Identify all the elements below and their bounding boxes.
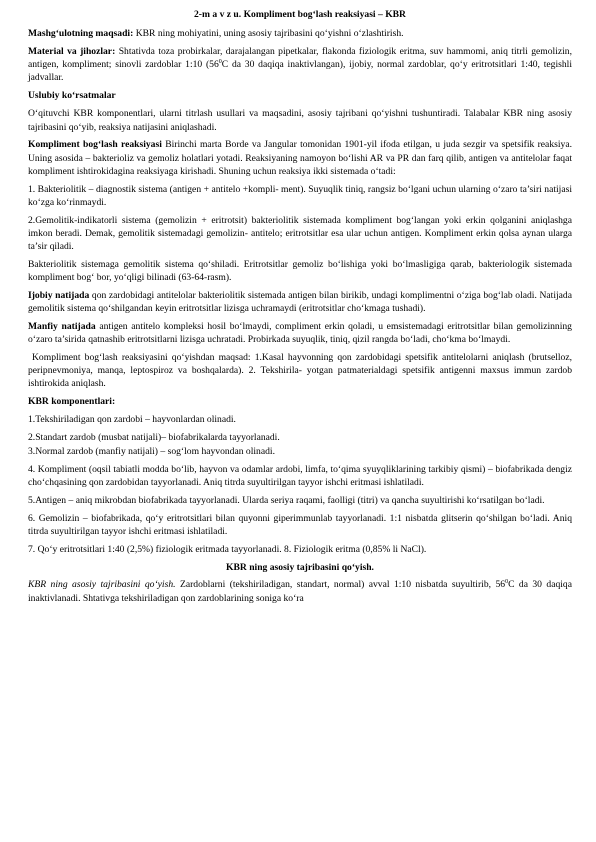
paragraph-material (28, 45, 572, 85)
paragraph-maqsad-2: Kompliment bog‘lash reaksiyasini qo‘yishdan maqsad: 1.Kasal hayvonning qon zardobidagi spetsifik antitelolarni aniqlash (brutselloz, peripnevmoniya, manqa, leptospiroz va boshqalarda). 2. Tekshirila- yotgan patmaterialdagi spetsifik antigenni maxsus immun zardob ishtirokida aniqlash. (28, 351, 572, 390)
title-text: Kompliment bog‘lash reaksiyasi – KBR (243, 9, 406, 20)
degree-superscript-2: 0 (505, 579, 509, 586)
paragraph-manfiy (28, 320, 572, 346)
paragraph-asosiy (28, 578, 572, 604)
text-kompliment: Birinchi marta Borde va Jangular tomonidan 1901-yil ifoda etilgan, u juda sezgir va spetsifik reaksiya. Uning asosida – bakterioliz va gemoliz holatlari yotadi. Reaksiyaning namoyon bo‘lishi AR va PR dan farq qilib, antigen va antitelolar faqat kompliment ishtirokidagina reaksiyaga kirishadi. Shuning uchun reaksiya ikki sistemada o‘tadi: (28, 139, 572, 177)
label-asosiy: KBR ning asosiy tajribasini qo‘yish. (28, 579, 176, 591)
text-manfiy-a: antigen antitelo kompleksi hosil bo‘lmaydi, compliment erkin qoladi, (99, 320, 375, 332)
component-7: 7. Qo‘y eritrotsitlari 1:40 (2,5%) fiziologik eritmada tayyorlanadi. 8. Fiziologik eritma (0,85% li NaCl). (28, 543, 427, 555)
heading-uslub: Uslubiy ko‘rsatmalar (28, 90, 116, 102)
component-5: 5.Antigen – aniq mikrobdan biofabrikada tayyorlanadi. Ularda seriya raqami, faolligi (titri) va qancha suyultirishi ko‘rsatilgan bo‘ladi. (28, 495, 545, 507)
component-3: 3.Normal zardob (manfiy natijali) – sog‘lom hayvondan olinadi. (28, 446, 275, 458)
component-2: 2.Standart zardob (musbat natijali)– biofabrikalarda tayyorlanadi. (28, 432, 280, 444)
paragraph-ijobiy (28, 289, 572, 315)
text-ijobiy: qon zardobidagi antitelolar bakteriolitik sistemada antigen bilan birikib, undagi komplimentni o‘ziga bog‘lab oladi. Natijada gemolitik sistema qo‘shilgandan keyin eritrotsitlar lizisga uchramaydi (eritrotsitlar cho‘kmaga tushadi). (28, 289, 572, 315)
label-ijobiy: Ijobiy natijada (28, 289, 90, 301)
component-4: 4. Kompliment (oqsil tabiatli modda bo‘lib, hayvon va odamlar ardobi, limfa, to‘qima syuyqliklarining tarkibiy qismi) – biofabrikada dengiz cho‘chqasining qon zardobidan tayyorlanadi. Aniq titrda suyultirilgan tayyor ishchi eritmasi ishlatiladi. (28, 464, 572, 489)
page-title (28, 8, 572, 21)
title-prefix: 2-m a v z u. (194, 9, 242, 20)
paragraph-system-2: 2.Gemolitik-indikatorli sistema (gemolizin + eritrotsit) bakteriolitik sistemada kompliment bog‘langan yoki erkin qolganini aniqlashga imkon beradi. Demak, gemolitik sistemadagi gemolizin- antitelo; eritrotsitlar esa ular uchun antigen. Kompliment erkin qolsa aynan ularga ta’sir qiladi. (28, 214, 572, 253)
text-asosiy-b: C da 30 daqiqa inaktivlanadi. Shtativga tekshiriladigan qon zardoblarining soniga ko‘ra (28, 579, 572, 604)
text-asosiy-a: Zardoblarni (tekshiriladigan, standart, normal) avval 1:10 nisbatda suyultirib, 56 (179, 579, 506, 591)
component-1: 1.Tekshiriladigan qon zardobi – hayvonlardan olinadi. (28, 414, 236, 426)
text-manfiy-b: u emsistemadagi eritrotsitlar bilan gemolizinning o‘zaro ta’sirida qatnashib eritrotsitlarni lizisga uchratadi. Probirkada suyuqlik, tiniq, qizil rangda bo‘ladi, cho‘kma bo‘lmaydi. (28, 320, 572, 346)
component-6: 6. Gemolizin – biofabrikada, qo‘y eritrotsitlari bilan quyonni giperimmunlab tayyorlanadi. 1:1 nisbatda glitserin qo‘shilgan bo‘ladi. Aniq titrda suyultirilgan tayyor ishchi eritmasi ishlatiladi. (28, 512, 572, 538)
label-manfiy: Manfiy natijada (28, 320, 96, 332)
paragraph-kompliment (28, 138, 572, 178)
heading-komponentlar: KBR komponentlari: (28, 396, 116, 408)
text-material-a: Shtativda toza probirkalar, darajalangan pipetkalar, flakonda fiziologik eritma, suv hammomi, aniq titrli gemolizin, antigen, kompliment; sinovli zardoblar 1:10 (56 (28, 46, 572, 71)
paragraph-system-3: Bakteriolitik sistemaga gemolitik sistema qo‘shiladi. Eritrotsitlar gemoliz bo‘lishiga yoki bo‘lmasligiga qarab, bakteriologik sistemada kompliment bog‘ bor, yo‘qligi bilinadi (63-64-rasm). (28, 258, 572, 284)
label-kompliment: Kompliment bog‘lash reaksiyasi (28, 139, 162, 151)
label-material: Material va jihozlar: (28, 46, 116, 57)
paragraph-system-1: 1. Bakteriolitik – diagnostik sistema (antigen + antitelo +kompli- ment). Suyuqlik tiniq, rangsiz bo‘lgani uchun ularning o‘zaro ta’siri natijasi ko‘zga ko‘rinmaydi. (28, 183, 572, 208)
label-maqsad: Mashg‘ulotning maqsadi: (28, 28, 134, 40)
text-material-b: C da 30 daqiqa inaktivlangan), ijobiy, normal zardoblar, qo‘y eritrotsitlari 1:40, tegishli jadvallar. (28, 59, 572, 84)
paragraph-uslub: O‘qituvchi KBR komponentlari, ularni titrlash usullari va maqsadini, asosiy tajribani qo‘yishni tushuntiradi. Talabalar KBR ning asosiy tajribasini qo‘yib, reaksiya natijasini aniqlashadi. (28, 108, 572, 133)
text-maqsad: KBR ning mohiyatini, uning asosiy tajribasini qo‘yishni o‘zlashtirish. (135, 28, 404, 40)
paragraph-maqsad (28, 27, 572, 40)
heading-asosiy: KBR ning asosiy tajribasini qo‘yish. (226, 561, 374, 573)
degree-superscript: 0 (218, 59, 222, 66)
